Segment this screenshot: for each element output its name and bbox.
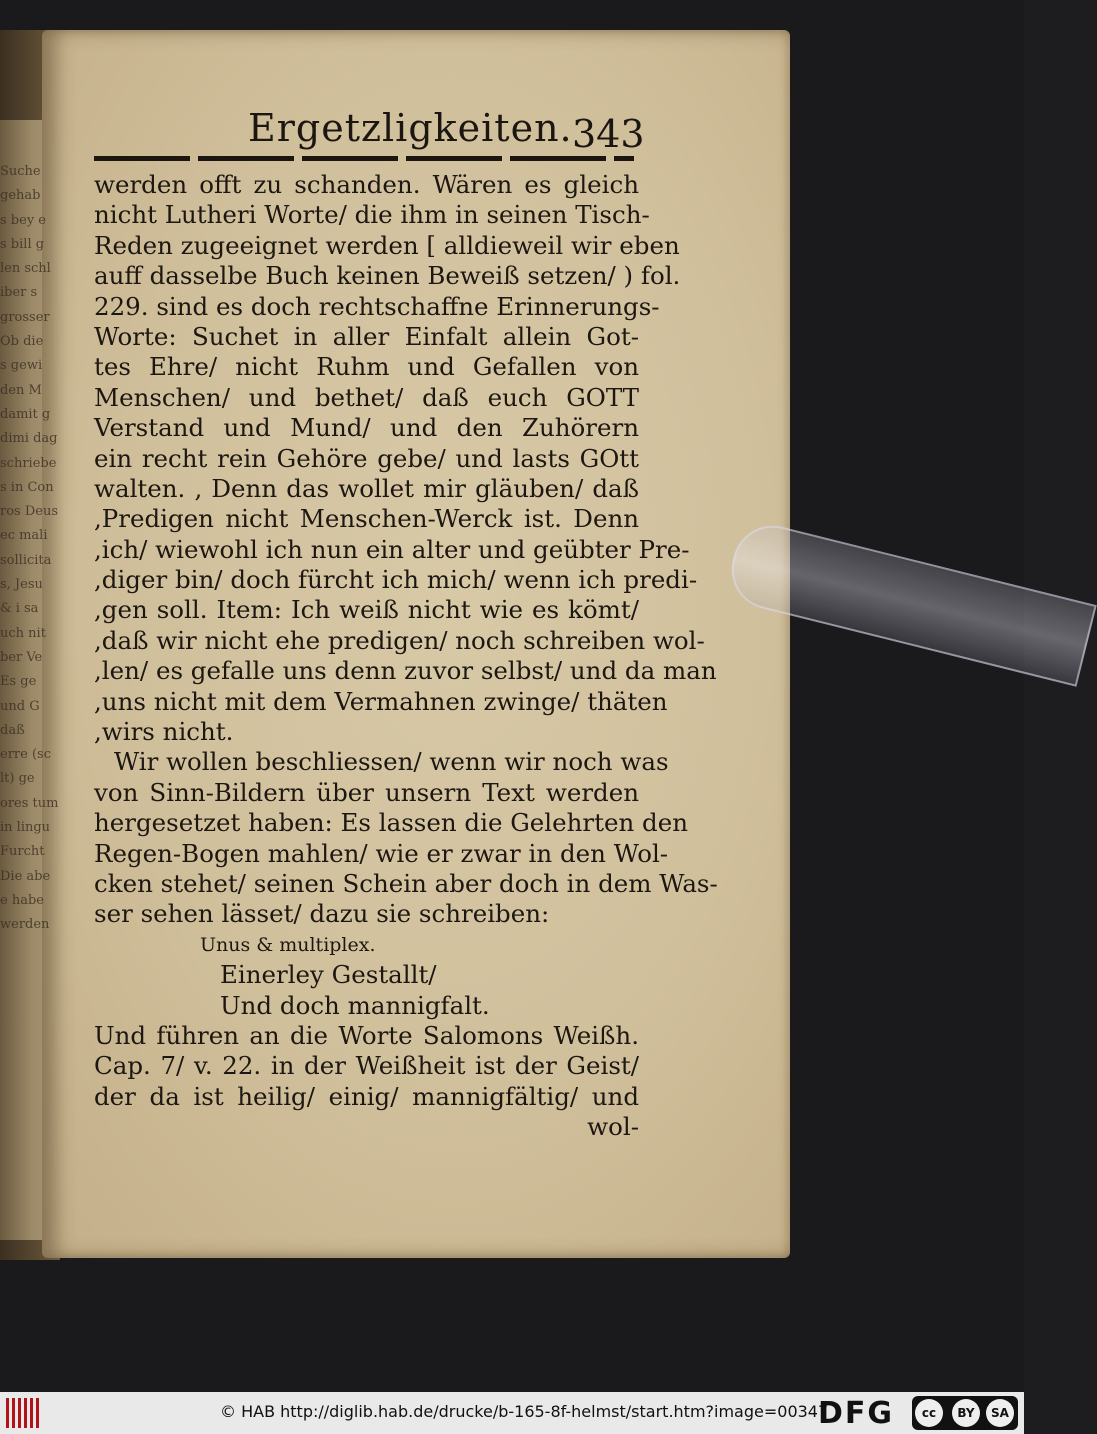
- running-header: Ergetzligkeiten.: [248, 106, 573, 150]
- text-line: Regen-Bogen mahlen/ wie er zwar in den Wol-: [94, 838, 669, 868]
- dfg-logo: DFG: [818, 1396, 895, 1431]
- text-line: Menschen/ und bethet/ daß euch GOTT: [94, 382, 639, 412]
- text-line: der da ist heilig/ einig/ mannigfältig/ und: [94, 1081, 639, 1111]
- credit-link[interactable]: © HAB http://diglib.hab.de/drucke/b-165-8f-helmst/start.htm?image=00347: [220, 1402, 829, 1421]
- left-page-text: [0, 160, 58, 938]
- text-line: ,ich/ wiewohl ich nun ein alter und geübter Pre-: [94, 534, 690, 564]
- hab-logo-icon: [6, 1398, 40, 1428]
- text-line: Worte: Suchet in aller Einfalt allein Got-: [94, 321, 639, 351]
- text-line: werden offt zu schanden. Wären es gleich: [94, 170, 639, 199]
- cc-license-badge[interactable]: [912, 1396, 1018, 1430]
- motto-latin: Unus & multiplex.: [200, 933, 376, 956]
- catchword: wol-: [587, 1112, 639, 1142]
- text-line: ser sehen lässet/ dazu sie schreiben:: [94, 899, 550, 929]
- left-fragment: uch nit: [0, 625, 46, 641]
- left-fragment: Es ge: [0, 674, 37, 690]
- left-fragment: iber s: [0, 285, 38, 301]
- left-fragment: sollicita: [0, 552, 52, 568]
- left-fragment: daß: [0, 722, 25, 738]
- left-fragment: s gewi: [0, 358, 43, 374]
- left-fragment: len schl: [0, 261, 51, 277]
- text-line: auff dasselbe Buch keinen Beweiß setzen/ ) fol.: [94, 261, 681, 291]
- left-fragment: Suche: [0, 164, 41, 179]
- text-line: ein recht rein Gehöre gebe/ und lasts GOtt: [94, 443, 639, 473]
- text-line: 229. sind es doch rechtschaffne Erinnerungs-: [94, 291, 660, 321]
- left-fragment: s in Con: [0, 479, 54, 495]
- text-line: ,uns nicht mit dem Vermahnen zwinge/ thäten: [94, 686, 668, 716]
- left-fragment: ber Ve: [0, 649, 43, 665]
- text-line: ,Predigen nicht Menschen-Werck ist. Denn: [94, 504, 639, 534]
- left-fragment: dimi dag: [0, 431, 58, 447]
- left-fragment: erre (sc: [0, 747, 51, 763]
- left-fragment: ec mali: [0, 528, 48, 544]
- text-line: von Sinn-Bildern über unsern Text werden: [94, 777, 639, 807]
- by-icon: BY: [952, 1399, 980, 1427]
- text-line: Reden zugeeignet werden [ alldieweil wir eben: [94, 230, 680, 260]
- text-line: ,daß wir nicht ehe predigen/ noch schreiben wol-: [94, 625, 705, 655]
- header-rule: [94, 156, 634, 161]
- left-fragment: gehab: [0, 188, 41, 204]
- text-line: tes Ehre/ nicht Ruhm und Gefallen von: [94, 352, 639, 382]
- left-fragment: werden: [0, 917, 50, 933]
- text-line: cken stehet/ seinen Schein aber doch in dem Was-: [94, 868, 718, 898]
- left-fragment: Ob die: [0, 334, 44, 350]
- left-fragment: & i sa: [0, 601, 39, 617]
- text-line: ,diger bin/ doch fürcht ich mich/ wenn ich predi-: [94, 565, 698, 595]
- left-fragment: in lingu: [0, 820, 51, 836]
- cc-icon: cc: [915, 1399, 943, 1427]
- text-line: nicht Lutheri Worte/ die ihm in seinen Tisch-: [94, 200, 650, 230]
- page-number: 343: [572, 112, 645, 156]
- text-line: Und führen an die Worte Salomons Weißh.: [94, 1020, 639, 1050]
- left-fragment: Furcht: [0, 844, 45, 860]
- text-line: walten. , Denn das wollet mir gläuben/ daß: [94, 473, 639, 503]
- text-line: Cap. 7/ v. 22. in der Weißheit ist der Geist/: [94, 1051, 639, 1081]
- left-fragment: ros Deus: [0, 504, 59, 520]
- sa-icon: SA: [986, 1399, 1014, 1427]
- text-line: ,gen soll. Item: Ich weiß nicht wie es kömt/: [94, 595, 639, 625]
- motto-german-2: Und doch mannigfalt.: [220, 990, 490, 1020]
- text-line: ,wirs nicht.: [94, 717, 234, 747]
- left-fragment: Die abe: [0, 868, 51, 884]
- left-fragment: den M: [0, 382, 42, 398]
- left-fragment: ores tum: [0, 795, 59, 811]
- footer-bar: [0, 1392, 1024, 1434]
- left-fragment: s bill g: [0, 236, 45, 252]
- text-line: hergesetzet haben: Es lassen die Gelehrten den: [94, 808, 688, 838]
- left-fragment: s bey e: [0, 212, 46, 228]
- text-line: Wir wollen beschliessen/ wenn wir noch was: [114, 747, 669, 777]
- left-fragment: schriebe: [0, 455, 57, 471]
- left-fragment: damit g: [0, 406, 51, 422]
- left-fragment: lt) ge: [0, 771, 35, 787]
- left-fragment: s, Jesu: [0, 577, 43, 593]
- text-line: Verstand und Mund/ und den Zuhörern: [94, 413, 639, 443]
- left-fragment: e habe: [0, 892, 44, 908]
- left-fragment: und G: [0, 698, 40, 714]
- left-fragment: grosser: [0, 309, 50, 325]
- motto-german-1: Einerley Gestallt/: [220, 960, 437, 990]
- text-line: ,len/ es gefalle uns denn zuvor selbst/ und da man: [94, 656, 717, 686]
- body-text: [94, 170, 718, 1143]
